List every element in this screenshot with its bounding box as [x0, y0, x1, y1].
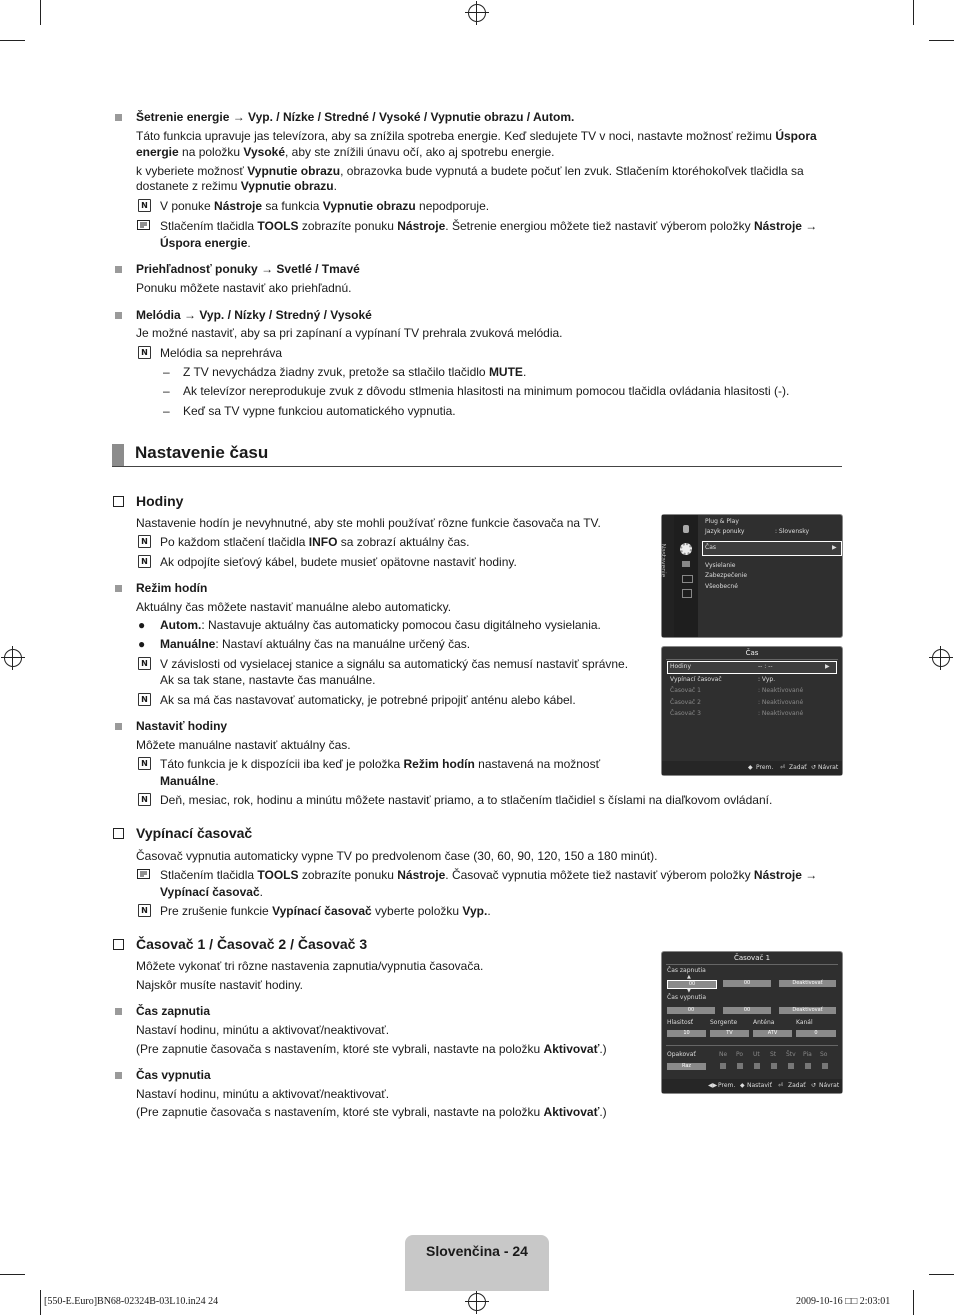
- updown-icon: ◆: [740, 1082, 745, 1089]
- channel-field[interactable]: 0: [796, 1030, 836, 1037]
- crop-mark: [913, 0, 914, 25]
- osd-column-label: Anténa: [753, 1019, 775, 1026]
- dash-text: Ak televízor nereprodukuje zvuk z dôvodu stlmenia hlasitosti na minimum pomocou tlačidla ovládania hlasitosti (-).: [183, 384, 790, 398]
- print-date-info: 2009-10-16 □□ 2:03:01: [796, 1296, 891, 1307]
- osd-footer-label: Prem.: [756, 764, 774, 771]
- crop-mark: [40, 0, 41, 25]
- square-bullet-icon: [115, 114, 122, 121]
- tools-note-text: Stlačením tlačidla TOOLS zobrazíte ponuku Nástroje. Šetrenie energiou môžete tiež nastaviť výberom položky Nástroje →: [160, 219, 818, 233]
- osd-footer-label: Zadať: [788, 1082, 806, 1089]
- note-icon: N: [138, 904, 151, 917]
- osd-title: Časovač 1: [733, 954, 771, 962]
- dash-text: Keď sa TV vypne funkciou automatického vypnutia.: [183, 404, 456, 418]
- checkbox-bullet-icon: [113, 828, 124, 839]
- day-label: Po: [736, 1051, 744, 1058]
- note-icon: N: [138, 199, 151, 212]
- dash-bullet: –: [163, 365, 170, 379]
- note-text: Ak sa tak stane, nastavte čas manuálne.: [160, 673, 376, 687]
- paragraph: Je možné nastaviť, aby sa pri zapínaní a vypínaní TV prehrala zvuková melódia.: [136, 326, 563, 340]
- day-label: Ut: [753, 1051, 760, 1058]
- note-text: Táto funkcia je k dispozícii iba keď je položka Režim hodín nastavená na možnosť: [160, 757, 601, 771]
- osd-field-label: Čas zapnutia: [667, 967, 706, 974]
- osd-row-value: : Neaktivované: [758, 699, 804, 706]
- note-text: Pre zrušenie funkcie Vypínací časovač vyberte položku Vyp..: [160, 904, 491, 918]
- day-label: Ne: [719, 1051, 728, 1058]
- enter-icon: ⏎: [780, 764, 786, 771]
- note-text: Melódia sa neprehráva: [160, 346, 283, 360]
- arrow-right-icon: ▶: [832, 544, 837, 551]
- osd-title-rule: [666, 964, 838, 965]
- off-hour-field[interactable]: 00: [667, 1007, 715, 1014]
- day-checkbox[interactable]: [771, 1063, 777, 1069]
- osd-menu-item[interactable]: Jazyk ponuky: [705, 528, 745, 535]
- osd-time-menu: [661, 646, 843, 776]
- heading-bar-icon: [112, 444, 124, 466]
- osd-field-label: Čas vypnutia: [667, 994, 707, 1001]
- dot-text: Autom.: Nastavuje aktuálny čas automaticky pomocou času digitálneho vysielania.: [160, 618, 601, 632]
- note-icon: N: [138, 793, 151, 806]
- dot-bullet: ●: [138, 618, 146, 632]
- osd-title: Čas: [745, 649, 759, 657]
- day-label: Pia: [803, 1051, 812, 1058]
- off-activate-field[interactable]: Deaktivovať: [779, 1007, 836, 1014]
- dash-bullet: –: [163, 384, 170, 398]
- tools-note-text: Vypínací časovač.: [160, 885, 263, 899]
- leftright-icon: ◀▶: [708, 1082, 718, 1089]
- note-text: Ak odpojíte sieťový kábel, budete musieť opätovne nastaviť hodiny.: [160, 555, 517, 569]
- note-icon: N: [138, 657, 151, 670]
- osd-selected-row[interactable]: [702, 541, 842, 556]
- osd-footer-label: Nastaviť: [747, 1082, 772, 1089]
- item-heading: Čas zapnutia: [136, 1004, 211, 1018]
- paragraph: dostanete z režimu Vypnutie obrazu.: [136, 179, 337, 193]
- osd-setup-menu: [661, 514, 843, 638]
- paragraph: (Pre zapnutie časovača s nastavením, ktoré ste vybrali, nastavte na položku Aktivovať.): [136, 1105, 607, 1119]
- osd-menu-item[interactable]: Plug & Play: [705, 518, 739, 525]
- tools-icon: [137, 869, 150, 879]
- on-minute-field[interactable]: 00: [723, 980, 771, 987]
- channel-icon: [682, 561, 690, 567]
- osd-footer-label: Návrat: [819, 1082, 840, 1089]
- day-label: So: [820, 1051, 828, 1058]
- off-minute-field[interactable]: 00: [723, 1007, 771, 1014]
- crop-mark: [913, 1290, 914, 1315]
- registration-mark-icon: [468, 4, 486, 22]
- on-hour-field[interactable]: 00: [667, 980, 717, 989]
- note-text: Deň, mesiac, rok, hodinu a minútu môžete nastaviť priamo, a to stlačením tlačidiel s číslami na diaľkovom ovládaní.: [160, 793, 773, 807]
- checkbox-bullet-icon: [113, 496, 124, 507]
- osd-side-label: Nastavenie: [659, 543, 667, 578]
- note-icon: N: [138, 693, 151, 706]
- note-icon: N: [138, 346, 151, 359]
- antenna-field[interactable]: ATV: [753, 1030, 792, 1037]
- registration-mark-icon: [4, 649, 22, 667]
- square-bullet-icon: [115, 723, 122, 730]
- osd-field-label: Opakovať: [667, 1051, 696, 1058]
- crop-mark: [929, 40, 954, 41]
- osd-menu-item[interactable]: Čas: [705, 544, 716, 551]
- square-bullet-icon: [115, 1072, 122, 1079]
- dash-text: Z TV nevychádza žiadny zvuk, pretože sa stlačilo tlačidlo MUTE.: [183, 365, 527, 379]
- day-checkbox[interactable]: [737, 1063, 743, 1069]
- subsection-title: Vypínací časovač: [136, 825, 253, 841]
- osd-menu-item[interactable]: Vysielanie: [705, 562, 736, 569]
- subsection-title: Časovač 1 / Časovač 2 / Časovač 3: [136, 936, 368, 952]
- crop-mark: [0, 40, 25, 41]
- note-text: V ponuke Nástroje sa funkcia Vypnutie obrazu nepodporuje.: [160, 199, 490, 213]
- arrow-up-icon: ▲: [687, 974, 691, 980]
- registration-mark-icon: [932, 649, 950, 667]
- item-heading: Čas vypnutia: [136, 1068, 211, 1082]
- picture-icon: [683, 525, 689, 533]
- note-text: V závislosti od vysielacej stanice a signálu sa automatický čas nemusí nastaviť správne.: [160, 657, 629, 671]
- osd-column-label: Hlasitosť: [667, 1019, 694, 1026]
- note-text: Manuálne.: [160, 774, 219, 788]
- note-text: Ak sa má čas nastavovať automaticky, je potrebné pripojiť anténu alebo kábel.: [160, 693, 576, 707]
- print-file-info: [550-E.Euro]BN68-02324B-03L10.in24 24: [44, 1296, 219, 1307]
- osd-row-value: : Vyp.: [758, 676, 776, 683]
- note-icon: N: [138, 535, 151, 548]
- updown-icon: ◆: [748, 764, 753, 771]
- osd-divider: [666, 1045, 838, 1046]
- osd-selected-row[interactable]: [667, 661, 837, 674]
- day-checkbox[interactable]: [754, 1063, 760, 1069]
- item-heading: Šetrenie energie → Vyp. / Nízke / Stredné / Vysoké / Vypnutie obrazu / Autom.: [136, 110, 575, 124]
- checkbox-bullet-icon: [113, 939, 124, 950]
- osd-column-label: Sorgente: [710, 1019, 738, 1026]
- paragraph: Aktuálny čas môžete nastaviť manuálne alebo automaticky.: [136, 600, 452, 614]
- dot-bullet: ●: [138, 637, 146, 651]
- gear-icon: [680, 543, 692, 555]
- return-icon: ↺: [811, 1082, 817, 1089]
- osd-footer-label: Prem.: [718, 1082, 736, 1089]
- volume-field[interactable]: 10: [667, 1030, 706, 1037]
- day-label: Štv: [786, 1051, 796, 1058]
- osd-title-rule: [666, 659, 838, 660]
- osd-column-label: Kanál: [796, 1019, 813, 1026]
- tools-note-text: Úspora energie.: [160, 236, 251, 250]
- enter-icon: ⏎: [778, 1082, 784, 1089]
- tools-note-text: Stlačením tlačidla TOOLS zobrazíte ponuku Nástroje. Časovač vypnutia môžete tiež nastaviť výberom položky Nástroje →: [160, 868, 818, 882]
- source-field[interactable]: TV: [710, 1030, 749, 1037]
- note-icon: N: [138, 757, 151, 770]
- paragraph: energie na položku Vysoké, aby ste znížili únavu očí, ako aj spotrebu energie.: [136, 145, 555, 159]
- crop-mark: [40, 1290, 41, 1315]
- osd-menu-item[interactable]: Zabezpečenie: [705, 572, 748, 579]
- osd-row-value: : Neaktivované: [758, 687, 804, 694]
- heading-rule: [112, 466, 842, 467]
- osd-row-label[interactable]: Časovač 1: [670, 687, 701, 694]
- osd-menu-value: : Slovensky: [775, 528, 810, 535]
- page-number: Slovenčina - 24: [426, 1243, 528, 1259]
- dot-text: Manuálne: Nastaví aktuálny čas na manuálne určený čas.: [160, 637, 471, 651]
- day-label: St: [770, 1051, 777, 1058]
- return-icon: ↺: [811, 764, 817, 771]
- section-heading: Nastavenie času: [135, 443, 269, 462]
- dash-bullet: –: [163, 404, 170, 418]
- paragraph: Táto funkcia upravuje jas televízora, aby sa znížila spotreba energie. Keď sledujete TV v noci, nastavte možnosť režimu Úspora: [136, 129, 817, 143]
- square-bullet-icon: [115, 1008, 122, 1015]
- item-heading: Melódia → Vyp. / Nízky / Stredný / Vysoké: [136, 308, 372, 322]
- note-text: Po každom stlačení tlačidla INFO sa zobrazí aktuálny čas.: [160, 535, 470, 549]
- osd-row-value: : Neaktivované: [758, 710, 804, 717]
- osd-footer: [662, 1079, 842, 1093]
- registration-mark-icon: [468, 1293, 486, 1311]
- crop-mark: [0, 1274, 25, 1275]
- item-heading: Priehľadnosť ponuky → Svetlé / Tmavé: [136, 262, 360, 276]
- paragraph: Najskôr musíte nastaviť hodiny.: [136, 978, 304, 992]
- osd-menu-item[interactable]: Všeobecné: [705, 583, 738, 590]
- on-activate-field[interactable]: Deaktivovať: [779, 980, 836, 987]
- item-heading: Režim hodín: [136, 581, 208, 595]
- paragraph: Nastaví hodinu, minútu a aktivovať/neaktivovať.: [136, 1023, 390, 1037]
- tools-icon: [137, 220, 150, 230]
- crop-mark: [929, 1274, 954, 1275]
- osd-timer-menu: [661, 951, 843, 1094]
- input-icon: [682, 575, 693, 583]
- note-icon: N: [138, 555, 151, 568]
- day-checkbox[interactable]: [788, 1063, 794, 1069]
- osd-footer: [662, 761, 842, 775]
- osd-row-label[interactable]: Časovač 3: [670, 710, 701, 717]
- day-checkbox[interactable]: [720, 1063, 726, 1069]
- osd-footer-label: Zadať: [789, 764, 807, 771]
- repeat-field[interactable]: Raz: [667, 1063, 706, 1070]
- arrow-down-icon: ▼: [687, 988, 691, 994]
- osd-row-value: -- : --: [758, 663, 773, 670]
- paragraph: Nastavenie hodín je nevyhnutné, aby ste mohli používať rôzne funkcie časovača na TV.: [136, 516, 601, 530]
- paragraph: (Pre zapnutie časovača s nastavením, ktoré ste vybrali, nastavte na položku Aktivovať.): [136, 1042, 607, 1056]
- support-icon: [682, 589, 692, 598]
- paragraph: k vyberiete možnosť Vypnutie obrazu, obrazovka bude vypnutá a budete počuť len zvuk. Stlačením ktoréhokoľvek tlačidla sa: [136, 164, 804, 178]
- osd-footer-label: Návrat: [818, 764, 839, 771]
- arrow-right-icon: ▶: [825, 663, 830, 670]
- osd-row-label[interactable]: Časovač 2: [670, 699, 701, 706]
- square-bullet-icon: [115, 312, 122, 319]
- square-bullet-icon: [115, 585, 122, 592]
- paragraph: Ponuku môžete nastaviť ako priehľadnú.: [136, 281, 352, 295]
- osd-row-label[interactable]: Hodiny: [670, 663, 692, 670]
- day-checkbox[interactable]: [805, 1063, 811, 1069]
- square-bullet-icon: [115, 266, 122, 273]
- paragraph: Môžete manuálne nastaviť aktuálny čas.: [136, 738, 351, 752]
- paragraph: Časovač vypnutia automaticky vypne TV po predvolenom čase (30, 60, 90, 120, 150 a 180 minút).: [136, 849, 658, 863]
- osd-row-label[interactable]: Vypínací časovač: [670, 676, 722, 683]
- day-checkbox[interactable]: [822, 1063, 828, 1069]
- item-heading: Nastaviť hodiny: [136, 719, 228, 733]
- paragraph: Nastaví hodinu, minútu a aktivovať/neaktivovať.: [136, 1087, 390, 1101]
- subsection-title: Hodiny: [136, 493, 184, 509]
- paragraph: Môžete vykonať tri rôzne nastavenia zapnutia/vypnutia časovača.: [136, 959, 484, 973]
